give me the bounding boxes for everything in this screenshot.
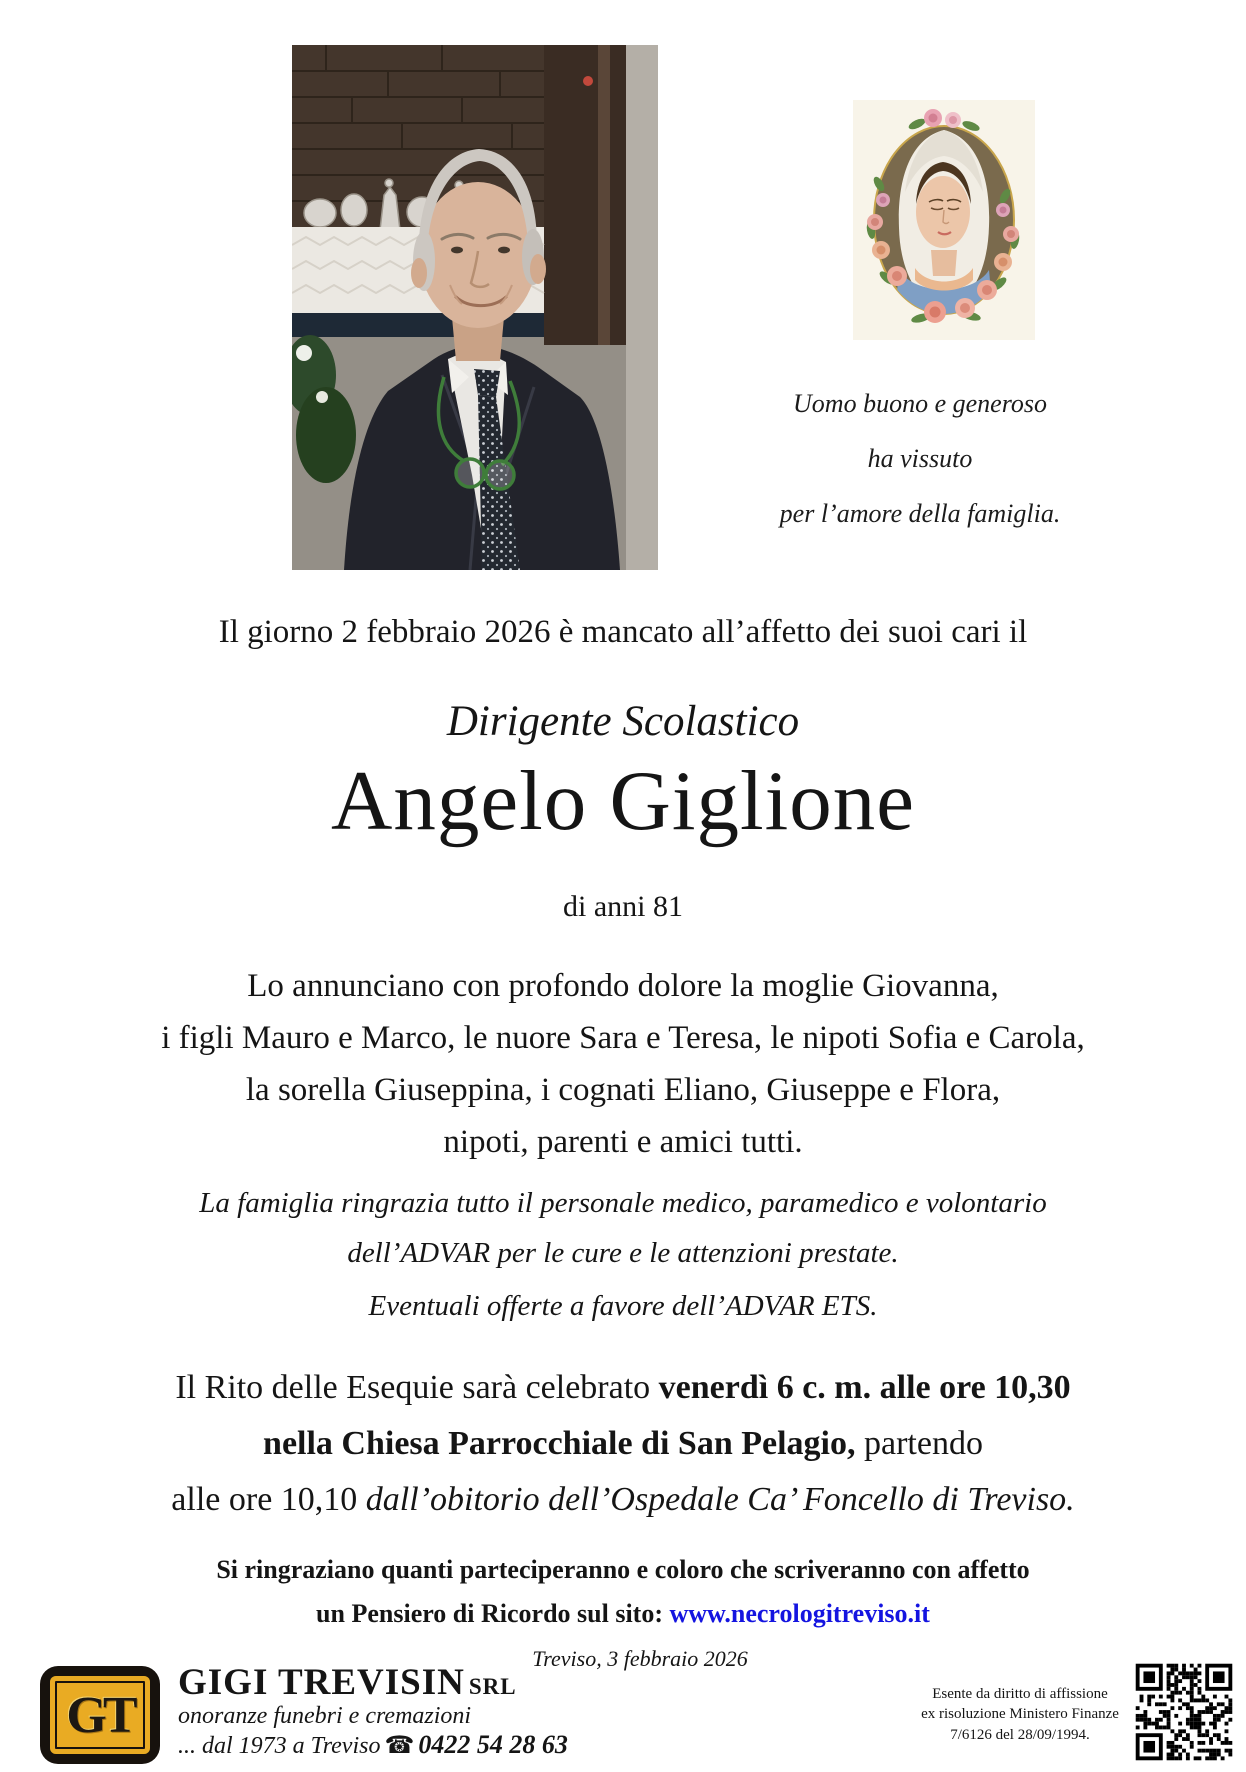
company-tagline: onoranze funebri e cremazioni xyxy=(178,1703,472,1730)
company-name-line xyxy=(178,1662,598,1703)
announcement-intro: Il giorno 2 febbraio 2026 è mancato all’affetto dei suoi cari il xyxy=(218,614,1028,650)
family-line: Lo annunciano con profondo dolore la moglie Giovanna, xyxy=(247,968,999,1004)
gigi-trevisin-logo xyxy=(40,1666,160,1764)
company-suffix: SRL xyxy=(468,1674,517,1699)
motto-line: per l’amore della famiglia. xyxy=(779,499,1061,528)
company-phone: 0422 54 28 63 xyxy=(418,1730,568,1760)
deceased-photo-illustration xyxy=(292,45,658,570)
thanks-line: dell’ADVAR per le cure e le attenzioni prestate. xyxy=(347,1237,899,1269)
gt-monogram: GT xyxy=(66,1686,134,1744)
deceased-name: Angelo Giglione xyxy=(331,754,915,848)
madonna-image xyxy=(853,100,1035,340)
tax-line: ex risoluzione Ministero Finanze xyxy=(921,1706,1119,1723)
family-announcement xyxy=(0,960,1246,1168)
logo-inner-plate xyxy=(50,1676,150,1754)
thanks-line: La famiglia ringrazia tutto il personale medico, paramedico e volontario xyxy=(199,1187,1047,1219)
company-since: ... dal 1973 a Treviso xyxy=(178,1733,381,1760)
qr-code-svg xyxy=(1128,1656,1240,1768)
funeral-home-info xyxy=(178,1662,598,1760)
rite-line: alle ore 10,10 dall’obitorio dell’Ospedale Ca’ Foncello di Treviso. xyxy=(171,1481,1075,1518)
funeral-rite xyxy=(0,1360,1246,1528)
phone-icon: ☎ xyxy=(384,1731,415,1760)
participation-line: un Pensiero di Ricordo sul sito: www.necrologitreviso.it xyxy=(316,1599,930,1628)
rite-line: Il Rito delle Esequie sarà celebrato venerdì 6 c. m. alle ore 10,30 xyxy=(175,1369,1071,1406)
motto xyxy=(698,376,1142,541)
company-name: GIGI TREVISIN xyxy=(178,1662,465,1703)
motto-line: ha vissuto xyxy=(867,444,973,473)
qr-code xyxy=(1128,1656,1240,1768)
participation-note xyxy=(0,1548,1246,1636)
offers-note: Eventuali offerte a favore dell’ADVAR ETS. xyxy=(368,1290,878,1322)
deceased-photo xyxy=(292,45,658,570)
family-line: i figli Mauro e Marco, le nuore Sara e Teresa, le nipoti Sofia e Carola, xyxy=(161,1020,1085,1056)
company-contact-line xyxy=(178,1730,598,1760)
participation-line: Si ringraziano quanti parteciperanno e coloro che scriveranno con affetto xyxy=(216,1555,1030,1584)
memorial-site-link[interactable]: www.necrologitreviso.it xyxy=(669,1599,930,1628)
tax-line: 7/6126 del 28/09/1994. xyxy=(950,1726,1090,1743)
motto-line: Uomo buono e generoso xyxy=(793,389,1047,418)
rite-line: nella Chiesa Parrocchiale di San Pelagio, partendo xyxy=(263,1425,983,1462)
thanks-note xyxy=(0,1178,1246,1278)
dateline: Treviso, 3 febbraio 2026 xyxy=(532,1646,748,1671)
family-line: la sorella Giuseppina, i cognati Eliano, Giuseppe e Flora, xyxy=(245,1072,1001,1108)
tax-line: Esente da diritto di affissione xyxy=(932,1686,1108,1702)
deceased-age: di anni 81 xyxy=(563,890,683,923)
deceased-role: Dirigente Scolastico xyxy=(446,698,800,745)
family-line: nipoti, parenti e amici tutti. xyxy=(443,1124,803,1160)
madonna-illustration xyxy=(853,100,1035,340)
tax-exemption-notice xyxy=(900,1684,1140,1745)
